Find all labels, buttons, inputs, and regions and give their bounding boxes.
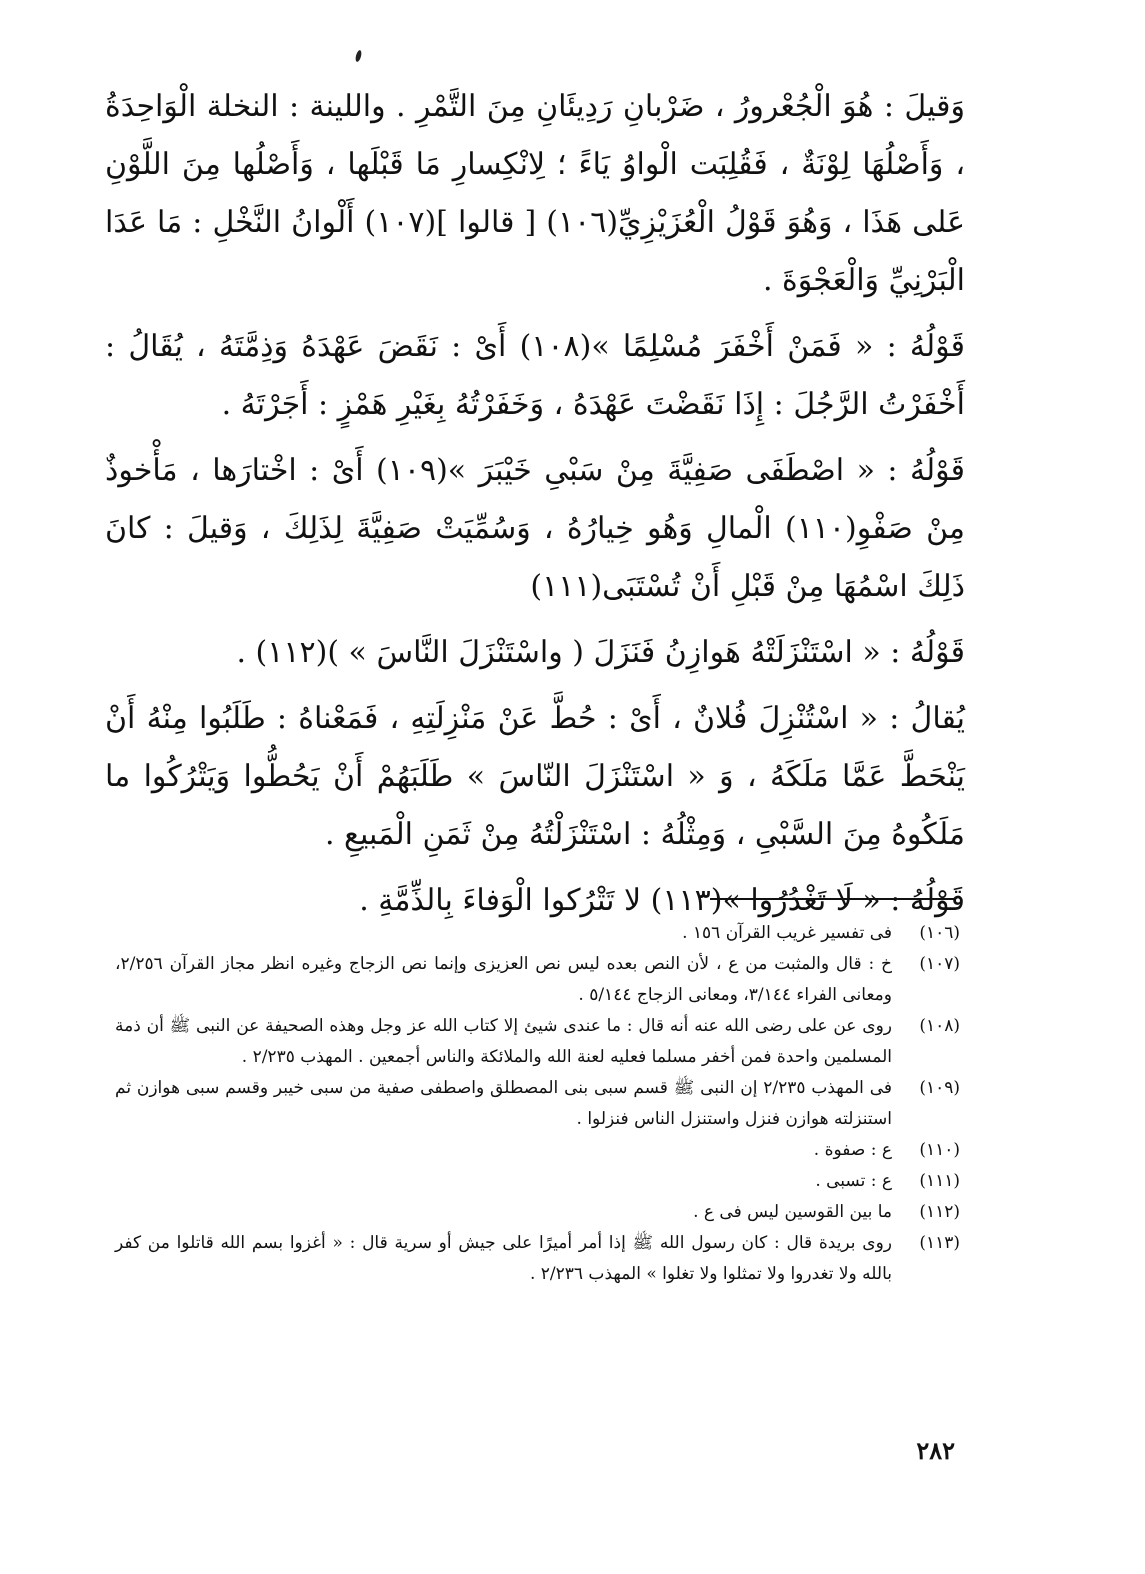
footnote-text: خ : قال والمثبت من ع ، لأن النص بعده ليس نص العزيزى وإنما نص الزجاج وغيره انظر مجاز القرآن ٢/٢٥٦، ومعانى الفراء ٣/١٤٤، ومعانى الزجاج ٥/١٤٤ . bbox=[115, 954, 892, 1005]
paragraph-5: يُقالُ : « اسْتُنْزِلَ فُلانٌ ، أَىْ : حُطَّ عَنْ مَنْزِلَتِهِ ، فَمَعْناهُ : طَلَبُوا مِنْهُ أَنْ يَنْحَطَّ عَمَّا مَلَكَهُ ، وَ « اسْتَنْزَلَ النّاسَ » طَلَبَهُمْ أَنْ يَحُطُّوا وَيَتْرُكُوا ما مَلَكُوهُ مِنَ السَّبْىِ ، وَمِثْلُهُ : اسْتَنْزَلْتُهُ مِنْ ثَمَنِ الْمَبيعِ . bbox=[105, 701, 965, 852]
footnote-number: (١١٣) bbox=[919, 1233, 960, 1253]
footnote-separator bbox=[710, 898, 956, 900]
footnote-number: (١٠٨) bbox=[919, 1016, 960, 1036]
footnote-number: (١٠٧) bbox=[919, 954, 960, 974]
footnote-text: فى المهذب ٢/٢٣٥ إن النبى ﷺ قسم سبى بنى المصطلق واصطفى صفية من سبى خيبر وقسم سبى هوازن ثم استنزلته هوازن فنزل واستنزل الناس فنزلوا . bbox=[115, 1078, 892, 1129]
footnote-number: (١٠٦) bbox=[919, 923, 960, 943]
footnote-number: (١١١) bbox=[919, 1171, 960, 1191]
footnote-106 bbox=[115, 918, 960, 949]
footnote-108 bbox=[115, 1011, 960, 1073]
footnote-text: ع : تسبى . bbox=[815, 1171, 892, 1191]
footnote-text: روى بريدة قال : كان رسول الله ﷺ إذا أمر أميرًا على جيش أو سرية قال : « أغزوا بسم الله قاتلوا من كفر بالله ولا تغدروا ولا تمثلوا ولا تغلوا » المهذب ٢/٢٣٦ . bbox=[115, 1233, 892, 1284]
ink-speck bbox=[355, 50, 363, 63]
footnote-112 bbox=[115, 1197, 960, 1228]
footnotes bbox=[115, 918, 960, 1290]
paragraph-4: قَوْلُهُ : « اسْتَنْزَلَتْهُ هَوازِنُ فَنَزَلَ ( واسْتَنْزَلَ النَّاسَ » )(١١٢) . bbox=[236, 635, 965, 670]
page-number: ٢٨٢ bbox=[916, 1436, 955, 1465]
paragraph-3: قَوْلُهُ : « اصْطَفَى صَفِيَّةَ مِنْ سَبْىِ خَيْبَرَ »(١٠٩) أَىْ : اخْتارَها ، مَأْخوذٌ مِنْ صَفْوِ(١١٠) الْمالِ وَهُو خِيارُهُ ، وَسُمِّيَتْ صَفِيَّةَ لِذَلِكَ ، وَقيلَ : كانَ ذَلِكَ اسْمُهَا مِنْ قَبْلِ أَنْ تُسْتَبَى(١١١) bbox=[105, 453, 966, 604]
footnote-107 bbox=[115, 949, 960, 1011]
footnote-111 bbox=[115, 1166, 960, 1197]
paragraph-1: وَقيلَ : هُوَ الْجُعْرورُ ، ضَرْبانِ رَدِيئَانِ مِنَ التَّمْرِ . واللينة : النخلة الْوَاحِدَةُ ، وَأَصْلُهَا لِوْنَةٌ ، فَقُلِبَت الْواوُ يَاءً ؛ لِانْكِسارِ مَا قَبْلَها ، وَأَصْلُها مِنَ اللَّوْنِ عَلى هَذَا ، وَهُوَ قَوْلُ الْعُزَيْزِيِّ(١٠٦) [ قالوا ](١٠٧) أَلْوانُ النَّخْلِ : مَا عَدَا الْبَرْنِيِّ وَالْعَجْوَةَ . bbox=[105, 89, 965, 298]
footnote-text: ع : صفوة . bbox=[813, 1140, 892, 1160]
main-text bbox=[105, 78, 965, 938]
footnote-number: (١٠٩) bbox=[919, 1078, 960, 1098]
footnote-109 bbox=[115, 1073, 960, 1135]
footnote-text: روى عن على رضى الله عنه أنه قال : ما عندى شيئ إلا كتاب الله عز وجل وهذه الصحيفة عن النبى ﷺ أن ذمة المسلمين واحدة فمن أخفر مسلما فعليه لعنة الله والملائكة والناس أجمعين . المهذب ٢/٢٣٥ . bbox=[115, 1016, 892, 1067]
paragraph-2: قَوْلُهُ : « فَمَنْ أَخْفَرَ مُسْلِمًا »(١٠٨) أَىْ : نَقَضَ عَهْدَهُ وَذِمَّتَهُ ، يُقَالُ : أَخْفَرْتُ الرَّجُلَ : إِذَا نَقَضْتَ عَهْدَهُ ، وَخَفَرْتُهُ بِغَيْرِ هَمْزٍ : أَجَرْتَهُ . bbox=[105, 329, 965, 422]
footnote-number: (١١٢) bbox=[919, 1202, 960, 1222]
footnote-113 bbox=[115, 1228, 960, 1290]
footnote-text: ما بين القوسين ليس فى ع . bbox=[693, 1202, 892, 1222]
footnote-number: (١١٠) bbox=[919, 1140, 960, 1160]
footnote-text: فى تفسير غريب القرآن ١٥٦ . bbox=[682, 923, 892, 943]
footnote-110 bbox=[115, 1135, 960, 1166]
paragraph-6: قَوْلُهُ : « لَا تَغْدُرُوا »(١١٣) لا تَتْرُكوا الْوَفاءَ بِالذِّمَّةِ . bbox=[359, 883, 965, 918]
